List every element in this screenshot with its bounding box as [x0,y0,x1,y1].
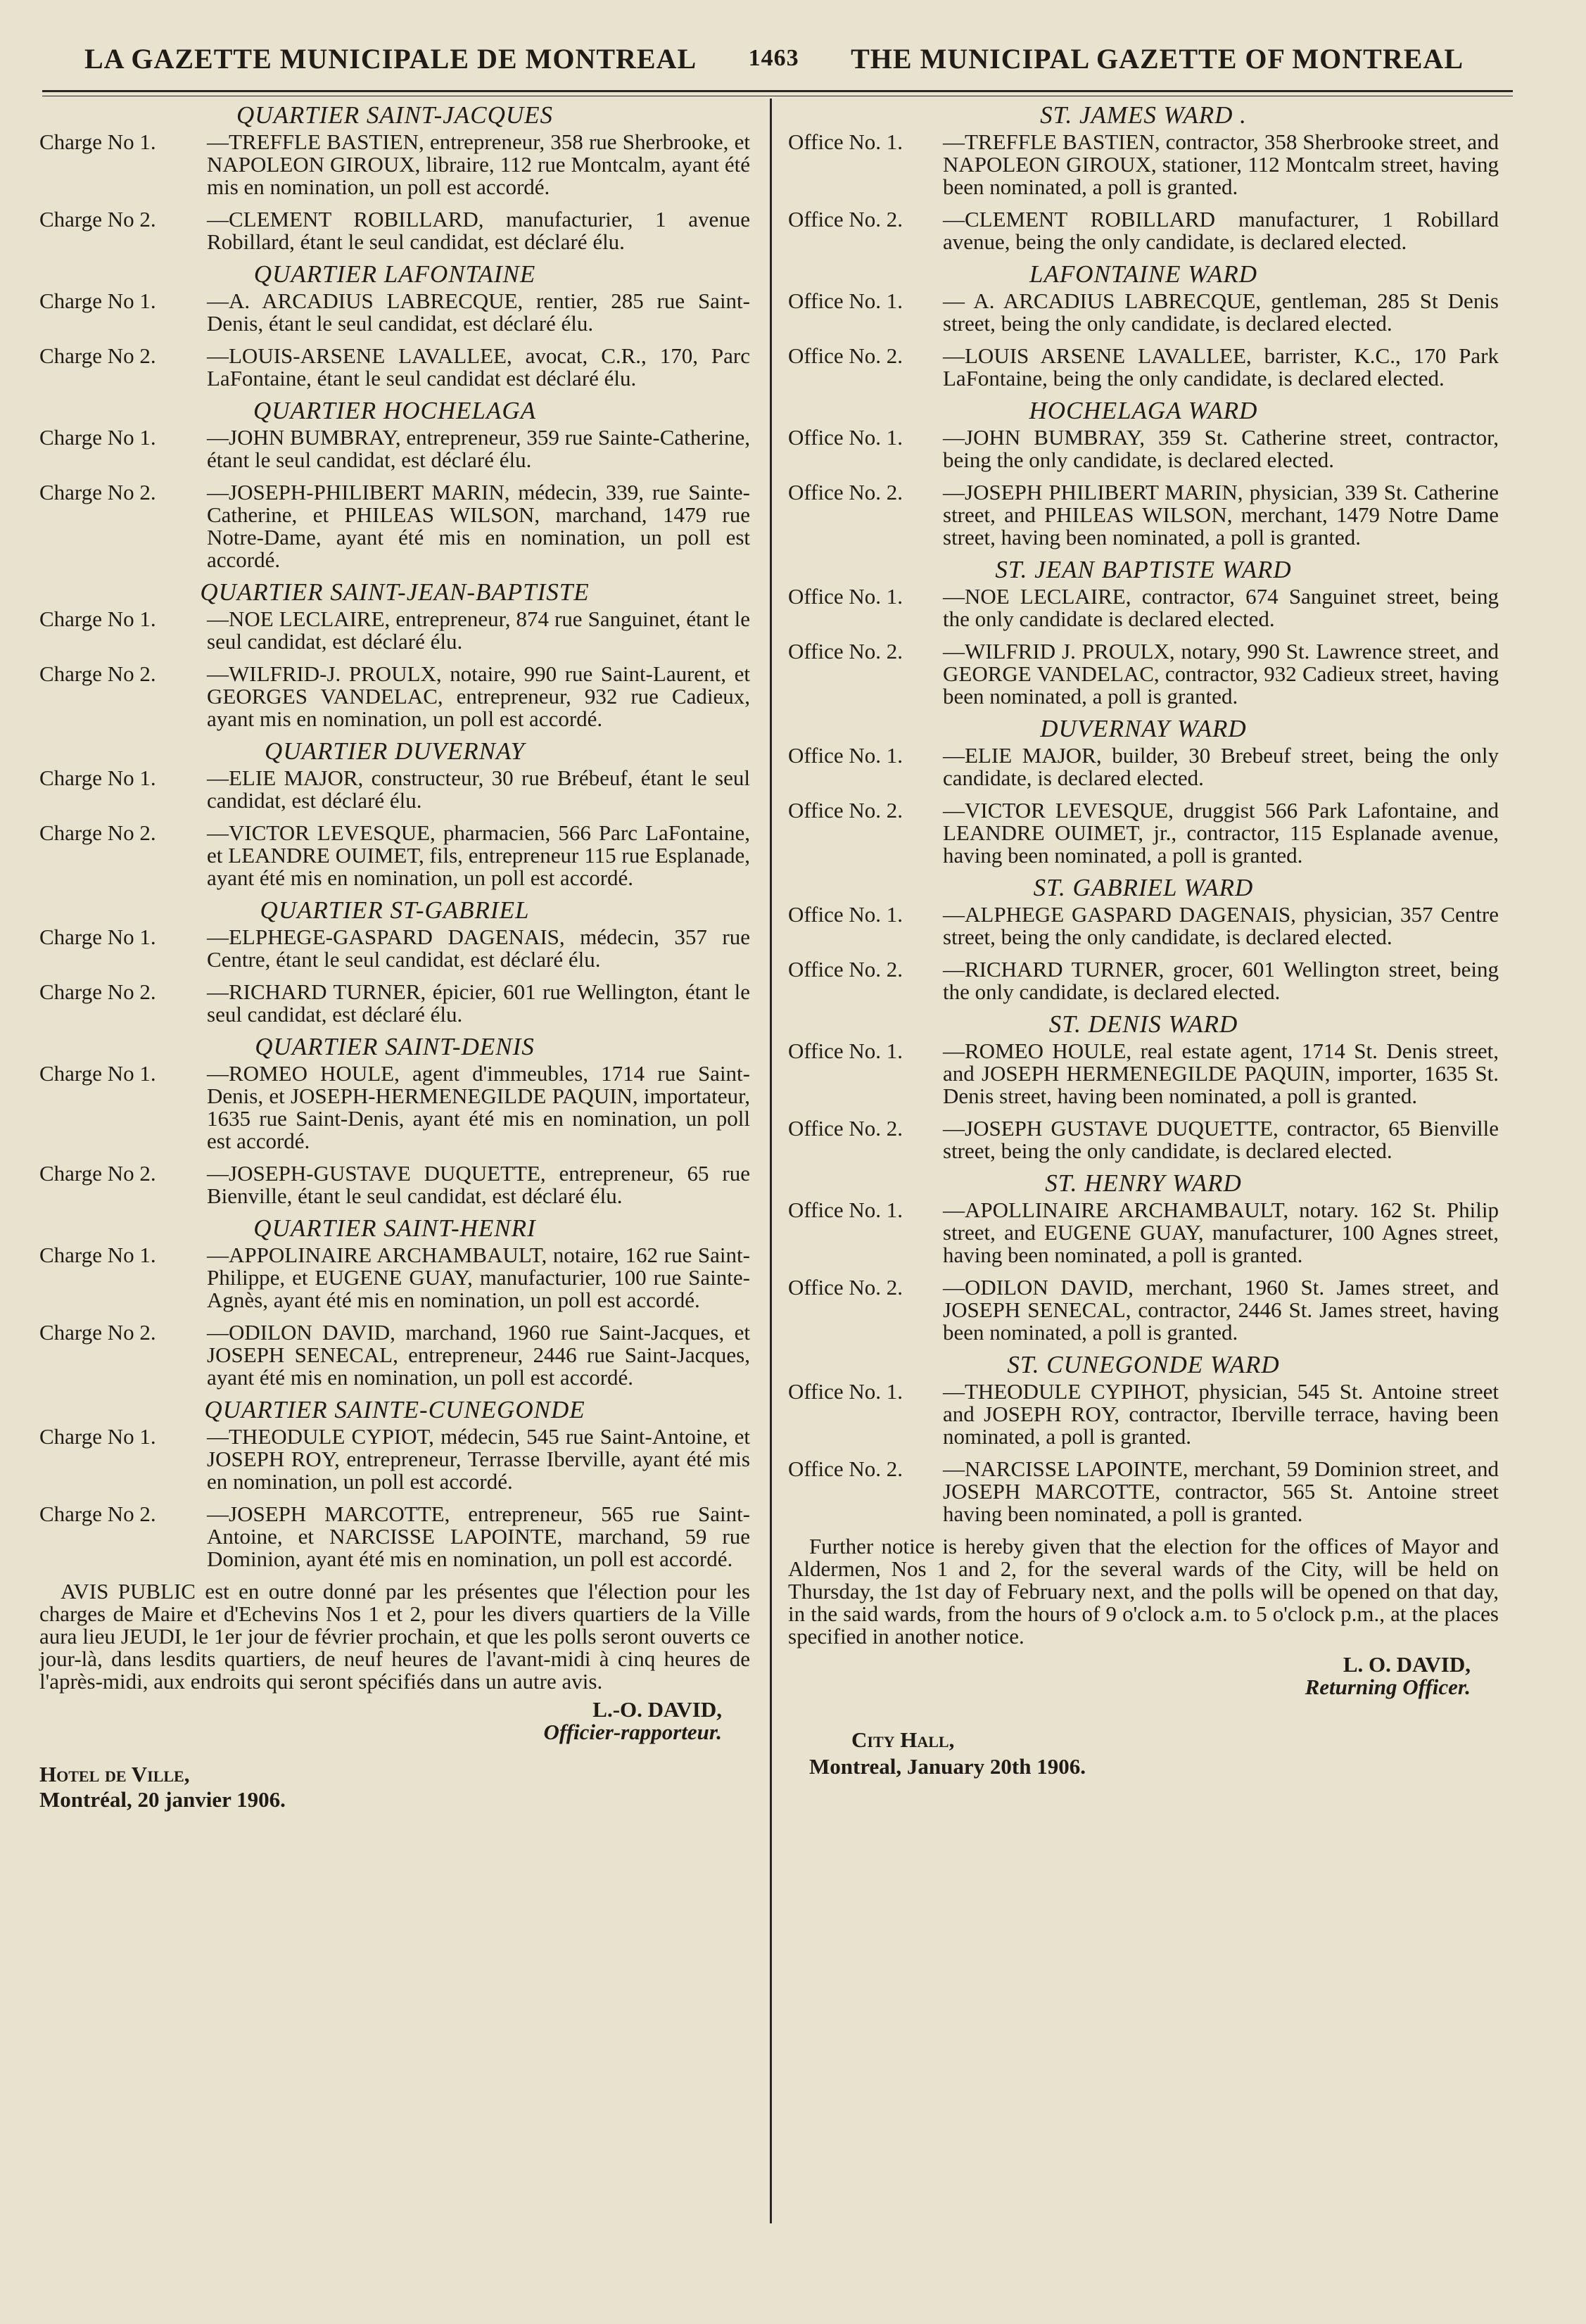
office-label: Office No. 1. [788,584,903,609]
office-text: —NARCISSE LAPOINTE, merchant, 59 Dominion street, and JOSEPH MARCOTTE, contractor, 565 St. Antoine street having been nominated, a poll is granted. [943,1456,1499,1526]
ward-title: LAFONTAINE WARD [1029,260,1257,288]
office-entry [39,767,750,812]
ward-section [39,578,750,731]
office-entry [39,208,750,253]
ward-title: ST. DENIS WARD [1048,1010,1238,1038]
ward-section [39,737,750,890]
office-label: Charge No 2. [39,1320,156,1345]
signature-title: Returning Officer. [1305,1675,1471,1699]
office-text: —A. ARCADIUS LABRECQUE, rentier, 285 rue Saint-Denis, étant le seul candidat, est déclaré élu. [207,288,750,336]
ward-title: HOCHELAGA WARD [1029,397,1258,424]
office-entry [788,481,1499,549]
office-text: — A. ARCADIUS LABRECQUE, gentleman, 285 St Denis street, being the only candidate, is declared elected. [943,288,1499,336]
column-divider [770,99,772,2223]
public-notice: Further notice is hereby given that the election for the offices of Mayor and Aldermen, Nos 1 and 2, for the several wards of the City, will be held on Thursday, the 1st day of February next, and the polls will be opened on that day, in the said wards, from the hours of 9 o'clock a.m. to 5 o'clock p.m., at the places specified in another notice. [788,1534,1499,1649]
ward-title: QUARTIER SAINT-JACQUES [236,101,554,129]
office-text: —VICTOR LEVESQUE, druggist 566 Park Lafontaine, and LEANDRE OUIMET, jr., contractor, 115 Esplanade avenue, having been nominated, a poll is granted. [943,798,1499,868]
office-text: —ODILON DAVID, marchand, 1960 rue Saint-Jacques, et JOSEPH SENECAL, entrepreneur, 2446 rue Saint-Jacques, ayant été mis en nomination, un poll est accordé. [207,1320,750,1390]
ward-title: QUARTIER HOCHELAGA [253,397,536,424]
office-text: —WILFRID-J. PROULX, notaire, 990 rue Saint-Laurent, et GEORGES VANDELAC, entrepreneur, 932 rue Cadieux, ayant mis en nomination, un poll est accordé. [207,661,750,731]
office-entry [788,208,1499,253]
office-entry [39,663,750,730]
ward-title: ST. JAMES WARD . [1040,101,1247,129]
office-entry [39,926,750,971]
ward-section [788,397,1499,550]
office-label: Office No. 1. [788,1379,903,1404]
office-text: —RICHARD TURNER, grocer, 601 Wellington street, being the only candidate, is declared elected. [943,957,1499,1004]
office-label: Office No. 2. [788,343,903,368]
office-text: —JOSEPH GUSTAVE DUQUETTE, contractor, 65 Bienville street, being the only candidate, is declared elected. [943,1116,1499,1163]
office-entry [39,1244,750,1312]
ward-title: QUARTIER SAINT-DENIS [255,1033,535,1060]
office-label: Charge No 2. [39,1161,156,1186]
office-label: Charge No 2. [39,820,156,845]
ward-section [39,101,750,254]
page-number: 1463 [748,45,799,71]
header-rule [42,90,1513,92]
office-text: —JOSEPH PHILIBERT MARIN, physician, 339 St. Catherine street, and PHILEAS WILSON, merchant, 1479 Notre Dame street, having been nominated, a poll is granted. [943,480,1499,550]
office-label: Office No. 1. [788,902,903,927]
office-text: —LOUIS-ARSENE LAVALLEE, avocat, C.R., 170, Parc LaFontaine, étant le seul candidat est déclaré élu. [207,343,750,390]
office-text: —ELIE MAJOR, constructeur, 30 rue Brébeuf, étant le seul candidat, est déclaré élu. [207,766,750,813]
ward-section [788,556,1499,709]
office-entry [39,981,750,1026]
public-notice: AVIS PUBLIC est en outre donné par les présentes que l'élection pour les charges de Maire et d'Echevins Nos 1 et 2, pour les divers quartiers de la Ville aura lieu JEUDI, le 1er jour de février prochain, et que les polls seront ouverts ce jour-là, dans lesdits quartiers, de neuf heures de l'avant-midi à cinq heures de l'après-midi, aux endroits qui seront spécifiés dans un autre avis. [39,1579,750,1694]
office-entry [788,1458,1499,1525]
office-entry [39,1062,750,1153]
office-label: Office No. 2. [788,957,903,982]
office-label: Charge No 1. [39,1243,156,1267]
office-label: Office No. 2. [788,1456,903,1481]
office-text: —TREFFLE BASTIEN, entrepreneur, 358 rue Sherbrooke, et NAPOLEON GIROUX, libraire, 112 rue Montcalm, ayant été mis en nomination, un poll est accordé. [207,129,750,199]
ward-title: QUARTIER ST-GABRIEL [260,896,530,924]
office-entry [39,822,750,889]
ward-title: ST. CUNEGONDE WARD [1007,1351,1280,1378]
office-label: Office No. 2. [788,798,903,823]
office-entry [788,345,1499,390]
office-label: Charge No 2. [39,1501,156,1526]
office-label: Charge No 1. [39,925,156,949]
office-label: Charge No 2. [39,979,156,1004]
ward-section [788,101,1499,254]
ward-title: QUARTIER SAINT-JEAN-BAPTISTE [200,578,590,606]
office-entry [788,1199,1499,1266]
ward-section [788,1010,1499,1163]
place-name: Hotel de Ville, [39,1762,190,1786]
ward-section [39,260,750,390]
office-text: —JOHN BUMBRAY, entrepreneur, 359 rue Sainte-Catherine, étant le seul candidat, est déclaré élu. [207,425,750,472]
office-entry [39,1503,750,1570]
office-label: Charge No 2. [39,343,156,368]
ward-section [788,1351,1499,1526]
office-text: —ELIE MAJOR, builder, 30 Brebeuf street, being the only candidate, is declared elected. [943,743,1499,790]
ward-section [39,397,750,572]
office-text: —LOUIS ARSENE LAVALLEE, barrister, K.C., 170 Park LaFontaine, being the only candidate, is declared elected. [943,343,1499,390]
page-header [84,34,1464,83]
office-entry [39,345,750,390]
office-text: —CLEMENT ROBILLARD manufacturer, 1 Robillard avenue, being the only candidate, is declared elected. [943,207,1499,254]
place-name: City Hall, [851,1727,955,1752]
office-label: Office No. 1. [788,1039,903,1063]
office-label: Office No. 2. [788,207,903,231]
ward-title: QUARTIER LAFONTAINE [253,260,536,288]
ward-title: ST. GABRIEL WARD [1033,874,1254,901]
office-text: —NOE LECLAIRE, contractor, 674 Sanguinet street, being the only candidate is declared elected. [943,584,1499,631]
office-entry [788,426,1499,471]
office-entry [788,1117,1499,1162]
office-label: Office No. 2. [788,1116,903,1141]
ward-section [39,896,750,1027]
ward-title: QUARTIER SAINTE-CUNEGONDE [204,1396,585,1423]
ward-section [788,715,1499,868]
ward-section [39,1033,750,1208]
office-label: Charge No 1. [39,1061,156,1086]
header-english-title: THE MUNICIPAL GAZETTE OF MONTREAL [851,42,1464,75]
office-label: Charge No 1. [39,607,156,631]
office-text: —APOLLINAIRE ARCHAMBAULT, notary. 162 St. Philip street, and EUGENE GUAY, manufacturer, 100 Agnes street, having been nominated, a poll is granted. [943,1198,1499,1267]
ward-title: QUARTIER SAINT-HENRI [253,1214,536,1242]
office-entry [788,585,1499,630]
office-label: Charge No 1. [39,766,156,790]
office-entry [39,426,750,471]
date-text: Montréal, 20 janvier 1906. [39,1787,286,1812]
office-text: —APPOLINAIRE ARCHAMBAULT, notaire, 162 rue Saint-Philippe, et EUGENE GUAY, manufacturier, 100 rue Sainte-Agnès, ayant été mis en nomination, un poll est accordé. [207,1243,750,1312]
office-entry [39,290,750,335]
office-entry [788,1040,1499,1107]
signature-title: Officier-rapporteur. [543,1720,722,1744]
office-label: Office No. 2. [788,1275,903,1300]
office-label: Office No. 2. [788,639,903,663]
office-entry [788,640,1499,708]
office-entry [788,958,1499,1003]
office-text: —VICTOR LEVESQUE, pharmacien, 566 Parc LaFontaine, et LEANDRE OUIMET, fils, entrepreneur 115 rue Esplanade, ayant été mis en nomination, un poll est accordé. [207,820,750,890]
signature: L. O. DAVID, [1343,1652,1471,1677]
ward-title: QUARTIER DUVERNAY [265,737,525,765]
office-entry [39,608,750,653]
office-label: Office No. 1. [788,743,903,768]
ward-section [39,1396,750,1571]
office-label: Office No. 1. [788,425,903,450]
office-entry [39,1425,750,1493]
office-label: Charge No 1. [39,425,156,450]
ward-section [39,1214,750,1390]
office-text: —RICHARD TURNER, épicier, 601 rue Wellington, étant le seul candidat, est déclaré élu. [207,979,750,1027]
dateline [788,1727,1499,1780]
french-column [39,99,750,1812]
signature: L.-O. DAVID, [592,1697,722,1722]
office-entry [39,1321,750,1389]
ward-title: ST. HENRY WARD [1045,1169,1242,1197]
office-text: —JOSEPH MARCOTTE, entrepreneur, 565 rue Saint-Antoine, et NARCISSE LAPOINTE, marchand, 59 rue Dominion, ayant été mis en nomination, un poll est accordé. [207,1501,750,1571]
office-text: —JOHN BUMBRAY, 359 St. Catherine street, contractor, being the only candidate, is declared elected. [943,425,1499,472]
ward-title: DUVERNAY WARD [1040,715,1247,742]
office-entry [788,744,1499,789]
header-french-title: LA GAZETTE MUNICIPALE DE MONTREAL [84,42,697,75]
office-label: Office No. 1. [788,288,903,313]
office-text: —THEODULE CYPIOT, médecin, 545 rue Saint-Antoine, et JOSEPH ROY, entrepreneur, Terrasse Iberville, ayant été mis en nomination, un poll est accordé. [207,1424,750,1494]
date-text: Montreal, January 20th 1906. [809,1754,1086,1779]
office-text: —CLEMENT ROBILLARD, manufacturier, 1 avenue Robillard, étant le seul candidat, est déclaré élu. [207,207,750,254]
office-entry [39,131,750,198]
ward-section [788,260,1499,390]
office-text: —ELPHEGE-GASPARD DAGENAIS, médecin, 357 rue Centre, étant le seul candidat, est déclaré élu. [207,925,750,972]
office-text: —JOSEPH-GUSTAVE DUQUETTE, entrepreneur, 65 rue Bienville, étant le seul candidat, est déclaré élu. [207,1161,750,1208]
office-label: Office No. 1. [788,129,903,154]
office-entry [39,481,750,571]
office-label: Charge No 1. [39,129,156,154]
ward-section [788,1169,1499,1345]
english-column [788,99,1499,1780]
office-text: —ALPHEGE GASPARD DAGENAIS, physician, 357 Centre street, being the only candidate, is declared elected. [943,902,1499,949]
office-entry [788,131,1499,198]
office-label: Charge No 2. [39,480,156,504]
ward-section [788,874,1499,1004]
office-entry [788,290,1499,335]
office-entry [788,1276,1499,1344]
office-label: Charge No 2. [39,661,156,686]
office-entry [39,1162,750,1207]
office-text: —THEODULE CYPIHOT, physician, 545 St. Antoine street and JOSEPH ROY, contractor, Iberville terrace, having been nominated, a poll is granted. [943,1379,1499,1449]
office-text: —NOE LECLAIRE, entrepreneur, 874 rue Sanguinet, étant le seul candidat, est déclaré élu. [207,607,750,654]
office-text: —TREFFLE BASTIEN, contractor, 358 Sherbrooke street, and NAPOLEON GIROUX, stationer, 112 Montcalm street, having been nominated, a poll is granted. [943,129,1499,199]
office-text: —ROMEO HOULE, real estate agent, 1714 St. Denis street, and JOSEPH HERMENEGILDE PAQUIN, importer, 1635 St. Denis street, having been nominated, a poll is granted. [943,1039,1499,1108]
dateline [39,1762,750,1812]
office-label: Office No. 2. [788,480,903,504]
office-label: Charge No 2. [39,207,156,231]
office-label: Office No. 1. [788,1198,903,1222]
ward-title: ST. JEAN BAPTISTE WARD [995,556,1292,583]
office-label: Charge No 1. [39,288,156,313]
office-entry [788,799,1499,867]
office-text: —ROMEO HOULE, agent d'immeubles, 1714 rue Saint-Denis, et JOSEPH-HERMENEGILDE PAQUIN, importateur, 1635 rue Saint-Denis, ayant été mis en nomination, un poll est accordé. [207,1061,750,1153]
office-entry [788,1380,1499,1448]
office-label: Charge No 1. [39,1424,156,1449]
office-text: —JOSEPH-PHILIBERT MARIN, médecin, 339, rue Sainte-Catherine, et PHILEAS WILSON, marchand, 1479 rue Notre-Dame, ayant été mis en nomination, un poll est accordé. [207,480,750,572]
office-text: —WILFRID J. PROULX, notary, 990 St. Lawrence street, and GEORGE VANDELAC, contractor, 932 Cadieux street, having been nominated, a poll is granted. [943,639,1499,709]
office-text: —ODILON DAVID, merchant, 1960 St. James street, and JOSEPH SENECAL, contractor, 2446 St. James street, having been nominated, a poll is granted. [943,1275,1499,1345]
office-entry [788,903,1499,948]
